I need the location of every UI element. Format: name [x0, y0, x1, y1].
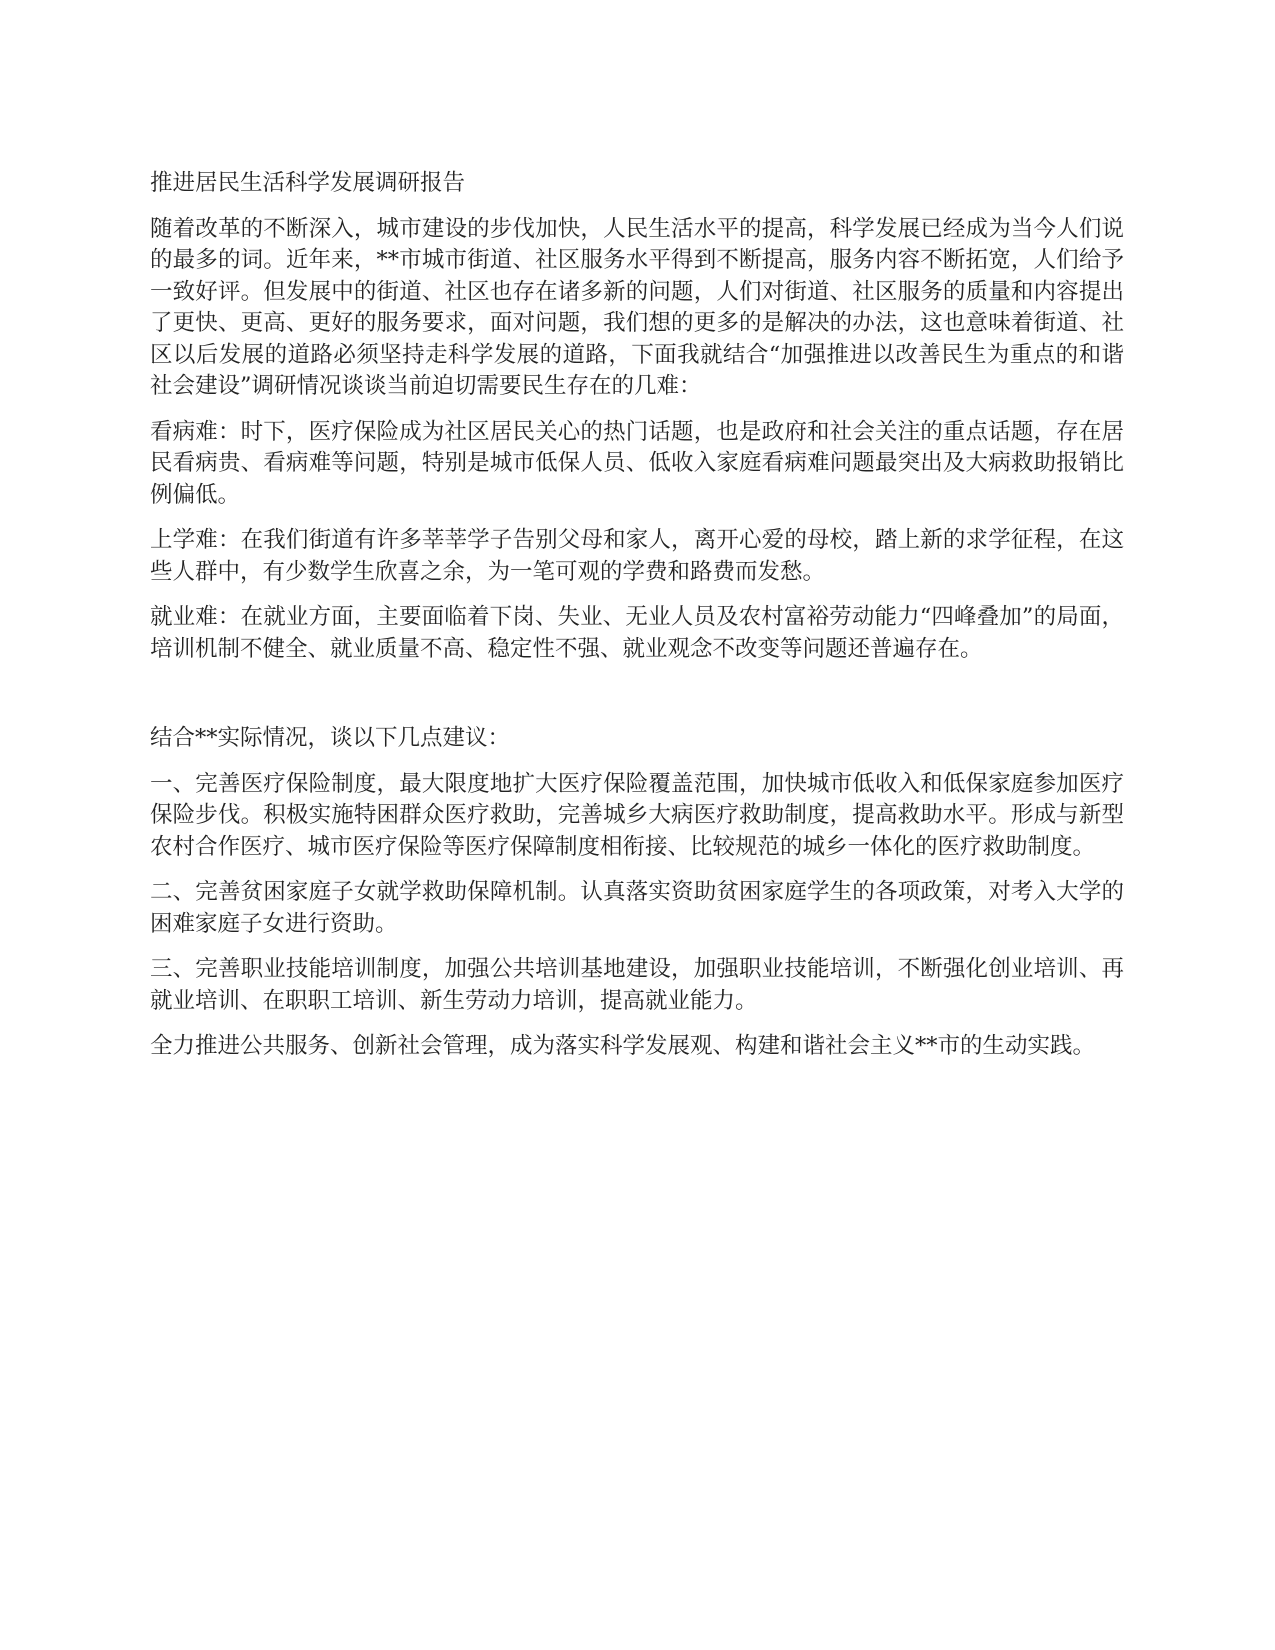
conclusion-paragraph: 全力推进公共服务、创新社会管理，成为落实科学发展观、构建和谐社会主义**市的生动实践。	[150, 1033, 1096, 1059]
suggestion-paragraph-training: 三、完善职业技能培训制度，加强公共培训基地建设，加强职业技能培训，不断强化创业培训、再就业培训、在职职工培训、新生劳动力培训，提高就业能力。	[150, 956, 1124, 1014]
problem-paragraph-medical: 看病难：时下，医疗保险成为社区居民关心的热门话题，也是政府和社会关注的重点话题，存在居民看病贵、看病难等问题，特别是城市低保人员、低收入家庭看病难问题最突出及大病救助报销比例偏低。	[150, 418, 1124, 508]
suggestion-paragraph-education: 二、完善贫困家庭子女就学救助保障机制。认真落实资助贫困家庭学生的各项政策，对考入大学的困难家庭子女进行资助。	[150, 879, 1124, 937]
section-spacer	[150, 679, 1124, 723]
intro-paragraph: 随着改革的不断深入，城市建设的步伐加快，人民生活水平的提高，科学发展已经成为当今人们说的最多的词。近年来，**市城市街道、社区服务水平得到不断提高，服务内容不断拓宽，人们给予一致好评。但发展中的街道、社区也存在诸多新的问题，人们对街道、社区服务的质量和内容提出了更快、更高、更好的服务要求，面对问题，我们想的更多的是解决的办法，这也意味着街道、社区以后发展的道路必须坚持走科学发展的道路，下面我就结合“加强推进以改善民生为重点的和谐社会建设”调研情况谈谈当前迫切需要民生存在的几难：	[150, 215, 1124, 399]
document-title: 推进居民生活科学发展调研报告	[150, 170, 466, 196]
problem-paragraph-employment: 就业难：在就业方面，主要面临着下岗、失业、无业人员及农村富裕劳动能力“四峰叠加”的局面，培训机制不健全、就业质量不高、稳定性不强、就业观念不改变等问题还普遍存在。	[150, 604, 1124, 662]
suggestion-paragraph-medical: 一、完善医疗保险制度，最大限度地扩大医疗保险覆盖范围，加快城市低收入和低保家庭参加医疗保险步伐。积极实施特困群众医疗救助，完善城乡大病医疗救助制度，提高救助水平。形成与新型农村合作医疗、城市医疗保险等医疗保障制度相衔接、比较规范的城乡一体化的医疗救助制度。	[150, 770, 1124, 860]
problem-paragraph-education: 上学难：在我们街道有许多莘莘学子告别父母和家人，离开心爱的母校，踏上新的求学征程，在这些人群中，有少数学生欣喜之余，为一笔可观的学费和路费而发愁。	[150, 527, 1124, 585]
document-page	[150, 168, 1124, 1077]
suggestion-intro-paragraph: 结合**实际情况，谈以下几点建议：	[150, 725, 511, 751]
